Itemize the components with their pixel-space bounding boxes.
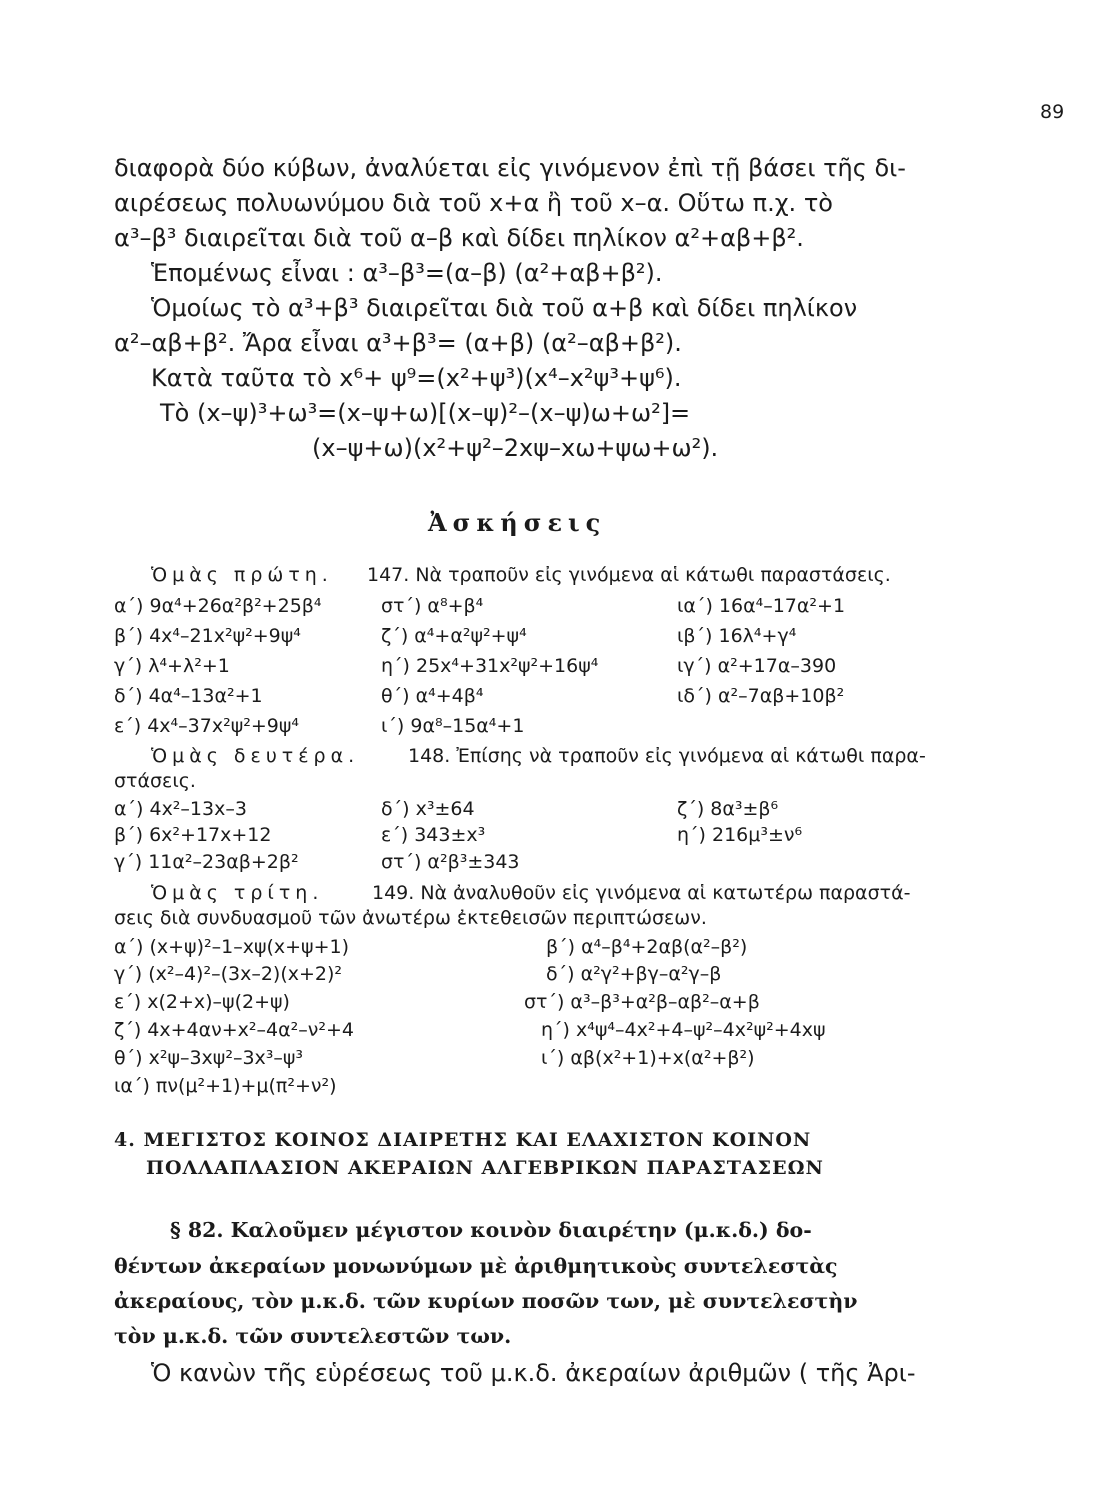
exercise-item: ι΄) αβ(x²+1)+x(α²+β²) [541,1047,755,1069]
body-line: Κατὰ ταῦτα τὸ x⁶+ ψ⁹=(x²+ψ³)(x⁴–x²ψ³+ψ⁶). [151,364,682,392]
exercise-item: γ΄) λ⁴+λ²+1 [114,655,230,677]
body-line: Ὁ κανὼν τῆς εὑρέσεως τοῦ μ.κ.δ. ἀκεραίων ἀριθμῶν ( τῆς Ἀρι- [151,1359,916,1387]
exercise-instruction: στάσεις. [114,770,196,792]
exercise-item: ζ΄) α⁴+α²ψ²+ψ⁴ [381,625,527,647]
section-title: 4. ΜΕΓΙΣΤΟΣ ΚΟΙΝΟΣ ΔΙΑΙΡΕΤΗΣ ΚΑΙ ΕΛΑΧΙΣΤΟΝ ΚΟΙΝΟΝ [114,1129,812,1151]
exercise-item: η΄) 216μ³±ν⁶ [677,824,803,846]
body-line: αιρέσεως πολυωνύμου διὰ τοῦ x+α ἢ τοῦ x–α. Οὕτω π.χ. τὸ [114,189,833,217]
exercise-item: ια΄) 16α⁴–17α²+1 [677,595,846,617]
group-label: Ὁμὰς δευτέρα. [151,745,360,767]
definition-line: ἀκεραίους, τὸν μ.κ.δ. τῶν κυρίων ποσῶν των, μὲ συντελεστὴν [114,1289,858,1313]
exercise-item: ε΄) 343±x³ [381,824,486,846]
exercise-item: ε΄) 4x⁴–37x²ψ²+9ψ⁴ [114,715,300,737]
body-line: Ὁμοίως τὸ α³+β³ διαιρεῖται διὰ τοῦ α+β καὶ δίδει πηλίκον [151,294,858,322]
definition-line: τὸν μ.κ.δ. τῶν συντελεστῶν των. [114,1324,512,1348]
exercise-item: ια΄) πν(μ²+1)+μ(π²+ν²) [114,1075,337,1097]
exercise-item: δ΄) 4α⁴–13α²+1 [114,685,263,707]
exercises-heading: Ἀσκήσεις [428,508,607,537]
exercise-item: η΄) x⁴ψ⁴–4x²+4–ψ²–4x²ψ²+4xψ [541,1019,826,1041]
body-line: Ἑπομένως εἶναι : α³–β³=(α–β) (α²+αβ+β²). [151,259,663,287]
page-number: 89 [1040,101,1065,123]
section-title: ΠΟΛΛΑΠΛΑΣΙΟΝ ΑΚΕΡΑΙΩΝ ΑΛΓΕΒΡΙΚΩΝ ΠΑΡΑΣΤΑΣΕΩΝ [146,1157,824,1179]
exercise-item: ζ΄) 8α³±β⁶ [677,798,779,820]
exercise-instruction: 147. Νὰ τραποῦν εἰς γινόμενα αἱ κάτωθι παραστάσεις. [367,564,891,586]
exercise-item: ιβ΄) 16λ⁴+γ⁴ [677,625,797,647]
definition-line: § 82. Καλοῦμεν μέγιστον κοινὸν διαιρέτην (μ.κ.δ.) δο- [170,1218,812,1242]
exercise-item: ιδ΄) α²–7αβ+10β² [677,685,845,707]
exercise-item: στ΄) α²β³±343 [381,851,520,873]
body-line: α³–β³ διαιρεῖται διὰ τοῦ α–β καὶ δίδει πηλίκον α²+αβ+β². [114,224,804,252]
body-line: Τὸ (x–ψ)³+ω³=(x–ψ+ω)[(x–ψ)²–(x–ψ)ω+ω²]= [160,399,691,427]
group-label: Ὁμὰς πρώτη. [151,564,333,586]
exercise-item: γ΄) (x²–4)²–(3x–2)(x+2)² [114,963,343,985]
exercise-item: α΄) 4x²–13x–3 [114,798,247,820]
body-line: (x–ψ+ω)(x²+ψ²–2xψ–xω+ψω+ω²). [312,434,719,462]
exercise-item: β΄) α⁴–β⁴+2αβ(α²–β²) [546,936,748,958]
exercise-item: θ΄) x²ψ–3xψ²–3x³–ψ³ [114,1047,304,1069]
exercise-item: γ΄) 11α²–23αβ+2β² [114,851,299,873]
body-line: διαφορὰ δύο κύβων, ἀναλύεται εἰς γινόμενον ἐπὶ τῇ βάσει τῆς δι- [114,154,906,182]
exercise-item: β΄) 4x⁴–21x²ψ²+9ψ⁴ [114,625,301,647]
definition-line: θέντων ἀκεραίων μονωνύμων μὲ ἀριθμητικοὺς συντελεστὰς [114,1254,838,1278]
exercise-item: θ΄) α⁴+4β⁴ [381,685,484,707]
exercise-item: ζ΄) 4x+4αν+x²–4α²–ν²+4 [114,1019,355,1041]
exercise-item: ι΄) 9α⁸–15α⁴+1 [381,715,525,737]
exercise-item: η΄) 25x⁴+31x²ψ²+16ψ⁴ [381,655,599,677]
exercise-item: δ΄) x³±64 [381,798,475,820]
exercise-instruction: 149. Νὰ ἀναλυθοῦν εἰς γινόμενα αἱ κατωτέρω παραστά- [372,882,911,904]
group-label: Ὁμὰς τρίτη. [151,882,324,904]
exercise-item: στ΄) α³–β³+α²β–αβ²–α+β [524,991,760,1013]
exercise-item: ε΄) x(2+x)–ψ(2+ψ) [114,991,290,1013]
exercise-item: ιγ΄) α²+17α–390 [677,655,837,677]
exercise-instruction: σεις διὰ συνδυασμοῦ τῶν ἀνωτέρω ἐκτεθεισῶν περιπτώσεων. [114,907,707,929]
exercise-item: στ΄) α⁸+β⁴ [381,595,484,617]
exercise-item: δ΄) α²γ²+βγ–α²γ–β [546,963,722,985]
exercise-item: α΄) 9α⁴+26α²β²+25β⁴ [114,595,322,617]
exercise-item: α΄) (x+ψ)²–1–xψ(x+ψ+1) [114,936,350,958]
body-line: α²–αβ+β². Ἄρα εἶναι α³+β³= (α+β) (α²–αβ+β²). [114,329,682,357]
exercise-instruction: 148. Ἐπίσης νὰ τραποῦν εἰς γινόμενα αἱ κάτωθι παρα- [408,745,926,767]
exercise-item: β΄) 6x²+17x+12 [114,824,272,846]
